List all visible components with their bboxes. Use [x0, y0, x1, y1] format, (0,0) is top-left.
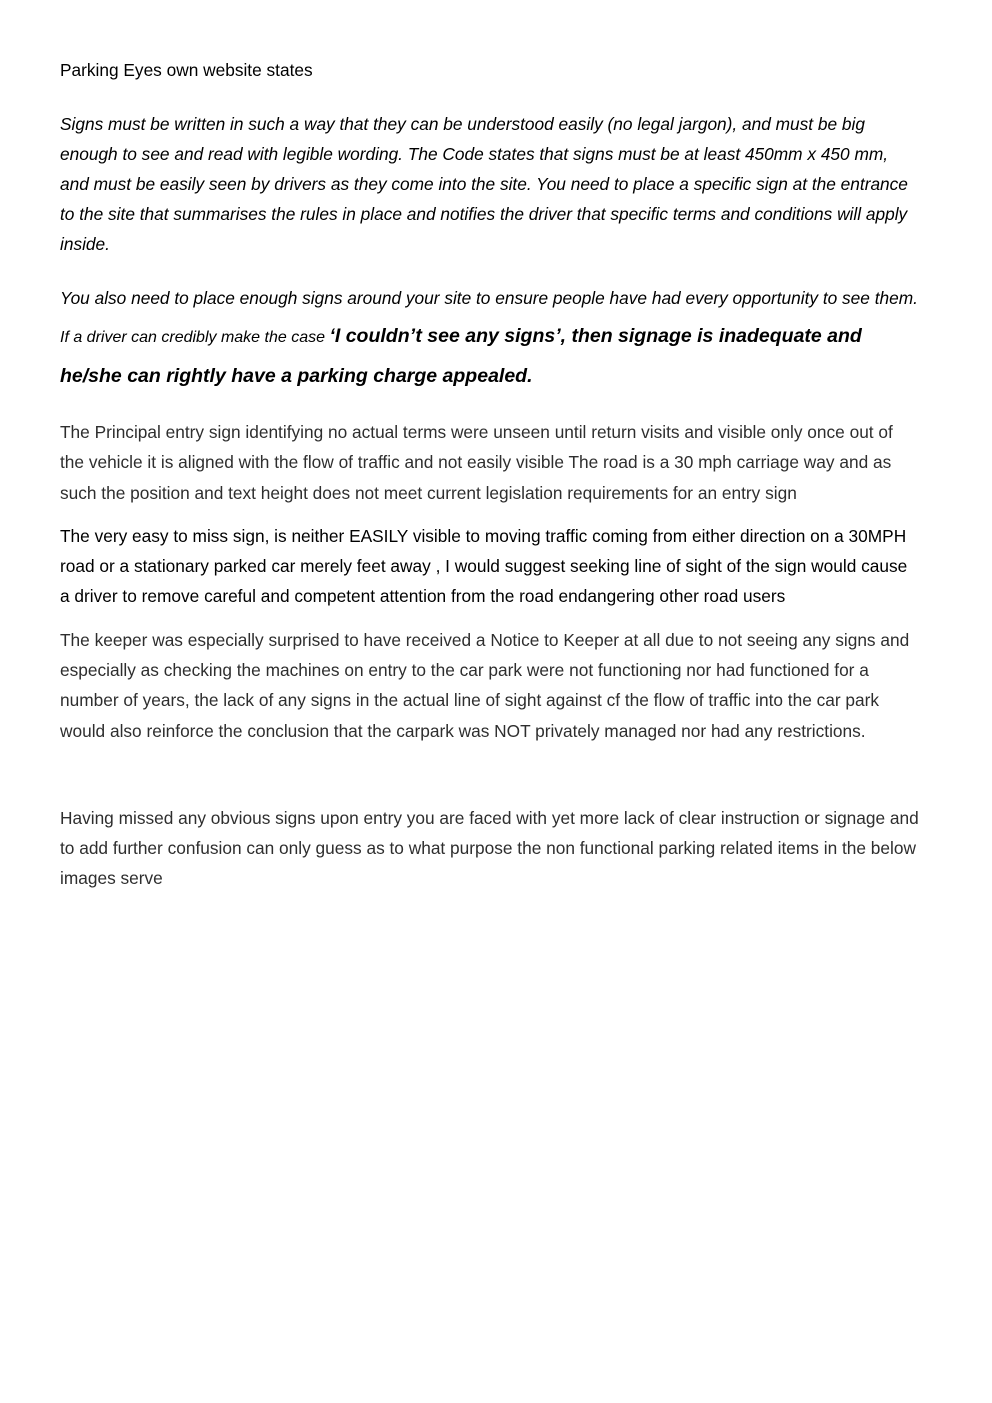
- quote-line: inside.: [60, 234, 110, 254]
- paragraph-line: especially as checking the machines on entry to the car park were not functioning nor had functioned for a: [60, 660, 869, 680]
- paragraph-line: The Principal entry sign identifying no actual terms were unseen until return visits and visible only once out of: [60, 422, 893, 442]
- intro-text: Parking Eyes own website states: [60, 60, 313, 80]
- paragraph-line: the vehicle it is aligned with the flow of traffic and not easily visible The road is a 30 mph carriage way and as: [60, 452, 892, 472]
- paragraph-line: The keeper was especially surprised to have received a Notice to Keeper at all due to not seeing any signs and: [60, 630, 910, 650]
- quote-line: to the site that summarises the rules in place and notifies the driver that specific terms and conditions will apply: [60, 204, 908, 224]
- quote-line: enough to see and read with legible wording. The Code states that signs must be at least 450mm x 450 mm,: [60, 144, 889, 164]
- quote-line: You also need to place enough signs around your site to ensure people have had every opportunity to see them.: [60, 288, 918, 308]
- quote-bold-text: ‘I couldn’t see any signs’, then signage is inadequate and: [329, 325, 862, 347]
- paragraph-line: to add further confusion can only guess as to what purpose the non functional parking related items in the below: [60, 838, 916, 858]
- paragraph-line: would also reinforce the conclusion that the carpark was NOT privately managed nor had any restrictions.: [60, 721, 866, 741]
- paragraph-line: road or a stationary parked car merely feet away , I would suggest seeking line of sight of the sign would cause: [60, 556, 908, 576]
- paragraph-line: number of years, the lack of any signs in the actual line of sight against cf the flow of traffic into the car park: [60, 690, 880, 710]
- paragraph-line: such the position and text height does not meet current legislation requirements for an entry sign: [60, 483, 797, 503]
- quote-plain-text: If a driver can credibly make the case: [60, 329, 330, 346]
- paragraph-line: Having missed any obvious signs upon entry you are faced with yet more lack of clear instruction or signage and: [60, 808, 919, 828]
- quote-line: Signs must be written in such a way that they can be understood easily (no legal jargon), and must be big: [60, 114, 865, 134]
- quote-line: and must be easily seen by drivers as they come into the site. You need to place a specific sign at the entrance: [60, 174, 908, 194]
- quote-bold-line: he/she can rightly have a parking charge appealed.: [60, 365, 533, 387]
- paragraph-line: a driver to remove careful and competent attention from the road endangering other road users: [60, 586, 786, 606]
- paragraph-line: images serve: [60, 868, 163, 888]
- quote-line-emphasis: [60, 326, 862, 348]
- paragraph-line: The very easy to miss sign, is neither EASILY visible to moving traffic coming from either direction on a 30MPH: [60, 526, 907, 546]
